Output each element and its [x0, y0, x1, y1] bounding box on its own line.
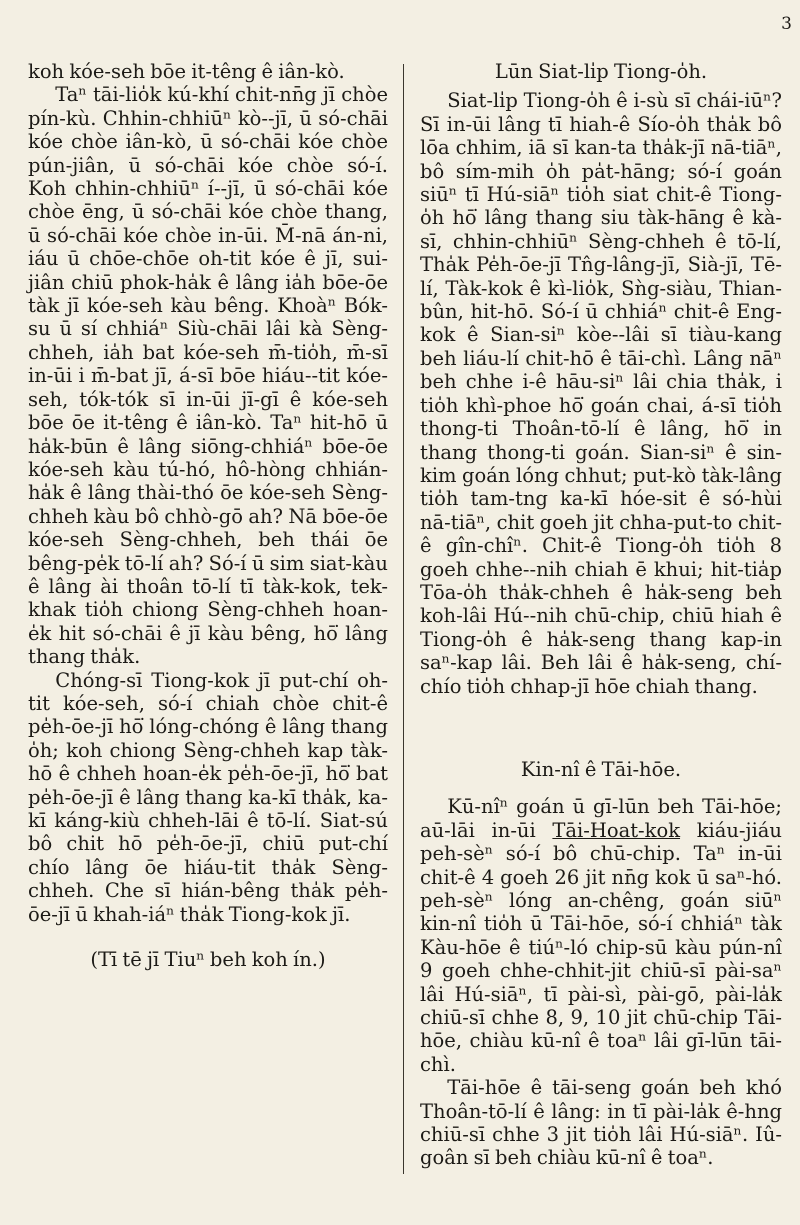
page-number: 3	[781, 14, 792, 34]
left-paragraph-2: Taⁿ tāi-lio̍k kú-khí chit-nn̄g jī chòe pín-kù. Chhin-chhiūⁿ kò--jī, ū só-chāi kóe chòe iân-kò, ū só-chāi kóe chòe pún-jiân, ū só-chāi kóe chòe só-í. Koh chhin-chhiūⁿ í--jī, ū só-chāi kóe chòe ēng, ū só-chāi kóe chòe thang, ū só-chāi kóe chòe in-ūi. M̄-nā án-ni, iáu ū chōe-chōe oh-tit kóe ê jī, sui-jiân chiū phok-ha̍k ê lâng ia̍h bōe-ōe tàk jī kóe-seh kàu bêng. Khoàⁿ Bók-su ū sí chhiáⁿ Siù-chāi lâi kà Sèng-chheh, ia̍h bat kóe-seh m̄-tio̍h, m̄-sī in-ūi i m̄-bat jī, á-sī bōe hiáu--tit kóe-seh, tók-tók sī in-ūi jī-gī ê kóe-seh bōe ōe it-têng ê iân-kò. Taⁿ hit-hō ū ha̍k-būn ê lâng siōng-chhiáⁿ bōe-ōe kóe-seh kàu tú-hó, hô-hòng chhián-ha̍k ê lâng thài-thó ōe kóe-seh Sèng-chheh kàu bô chhò-gō ah? Nā bōe-ōe kóe-seh Sèng-chheh, beh thái ōe bêng-pe̍k tō-lí ah? Só-í ū sim siat-kàu ê lâng ài thoân tō-lí tī tàk-kok, tek-khak tio̍h chiong Sèng-chheh hoan-e̍k hit só-chāi ê jī kàu bêng, hō͘ lâng thang tha̍k.	[28, 83, 388, 669]
right-column	[420, 60, 782, 1170]
section-heading-tiong-oh: Lūn Siat-li̍p Tiong-o̍h.	[494, 60, 708, 83]
right-paragraph-3: Tāi-hōe ê tāi-seng goán beh khó Thoân-tō-lí ê lâng: in tī pài-la̍k ê-hng chiū-sī chhe 3 jit tio̍h lâi Hú-siāⁿ. Iû-goân sī beh chiàu kū-nî ê toaⁿ.	[420, 1076, 782, 1170]
left-paragraph-3: Chóng-sī Tiong-kok jī put-chí oh-tit kóe-seh, só-í chiah chòe chit-ê pe̍h-ōe-jī hō͘ lóng-chóng ê lâng thang o̍h; koh chiong Sèng-chheh kap tàk-hō ê chheh hoan-e̍k pe̍h-ōe-jī, hō͘ bat pe̍h-ōe-jī ê lâng thang ka-kī tha̍k, ka-kī káng-kiù chheh-lāi ê tō-lí. Siat-sú bô chit hō pe̍h-ōe-jī, chiū put-chí chío lâng ōe hiáu-tit tha̍k Sèng-chheh. Che sī hián-bêng tha̍k pe̍h-ōe-jī ū khah-iáⁿ tha̍k Tiong-kok jī.	[28, 668, 388, 926]
section-heading-tai-hoe: Kin-nî ê Tāi-hōe.	[520, 757, 682, 781]
column-divider	[403, 64, 404, 1174]
right-paragraph-1: Siat-li̍p Tiong-o̍h ê i-sù sī chái-iūⁿ? Sī in-ūi lâng tī hiah-ê Sío-o̍h tha̍k bô lōa chhim, iā sī kan-ta tha̍k-jī nā-tiāⁿ, bô sím-mih o̍h pa̍t-hāng; só-í goán siūⁿ tī Hú-siāⁿ tio̍h siat chit-ê Tiong-o̍h hō͘ lâng thang siu tàk-hāng ê kà-sī, chhin-chhiūⁿ Sèng-chheh ê tō-lí, Tha̍k Pe̍h-ōe-jī Tn̂g-lâng-jī, Sià-jī, Tē-lí, Tàk-kok ê kì-lio̍k, Sǹg-siàu, Thian-bûn, hit-hō. Só-í ū chhiáⁿ chit-ê Eng-kok ê Sian-siⁿ kòe--lâi sī tiàu-kang beh liáu-lí chit-hō ê tāi-chì. Lâng nāⁿ beh chhe i-ê hāu-siⁿ lâi chia tha̍k, i tio̍h khì-phoe hō͘ goán chai, á-sī tio̍h thong-ti Thoân-tō-lí ê lâng, hō͘ in thang thong-ti goán. Sian-siⁿ ê sin-kim goán lóng chhut; put-kò tàk-lâng tio̍h tam-tng ka-kī hóe-sit ê só-hùi nā-tiāⁿ, chit goeh jit chha-put-to chit-ê gîn-chîⁿ. Chit-ê Tiong-o̍h tio̍h 8 goeh chhe--nih chiah ē khui; hit-tia̍p Tōa-o̍h tha̍k-chheh ê ha̍k-seng beh koh-lâi Hú--nih chū-chip, chiū hiah ê Tiong-o̍h ê ha̍k-seng thang kap-in saⁿ-kap lâi. Beh lâi ê ha̍k-seng, chí-chío tio̍h chhap-jī hōe chiah thang.	[420, 89, 782, 698]
underlined-term: Tāi-Hoat-kok	[552, 818, 681, 842]
right-paragraph-2	[420, 795, 782, 1076]
left-paragraph-1: koh kóe-seh bōe it-têng ê iân-kò.	[28, 60, 345, 83]
paragraph-text-start: Kū-nîⁿ goán ū gī-lūn beh Tāi-hōe; aū-lāi in-ūi	[420, 795, 782, 842]
paragraph-text-end: kiáu-jiáu peh-sèⁿ só-í bô chū-chip. Taⁿ in-ūi chit-ê 4 goeh 26 jit nn̄g kok ū saⁿ-hó. peh-sèⁿ lóng an-chêng, goán siūⁿ kin-nî tio̍h ū Tāi-hōe, só-í chhiáⁿ tàk Kàu-hōe ê tiúⁿ-ló chip-sū kàu pún-nî 9 goeh chhe-chhit-jit chiū-sī pài-saⁿ lâi Hú-siāⁿ, tī pài-sì, pài-gō, pài-la̍k chiū-sī chhe 8, 9, 10 jit chū-chip Tāi-hōe, chiàu kū-nî ê toaⁿ lâi gī-lūn tāi-chì.	[420, 818, 782, 1076]
continuation-note: (Tī tē jī Tiuⁿ beh koh ín.)	[90, 948, 326, 972]
left-column	[28, 60, 388, 971]
